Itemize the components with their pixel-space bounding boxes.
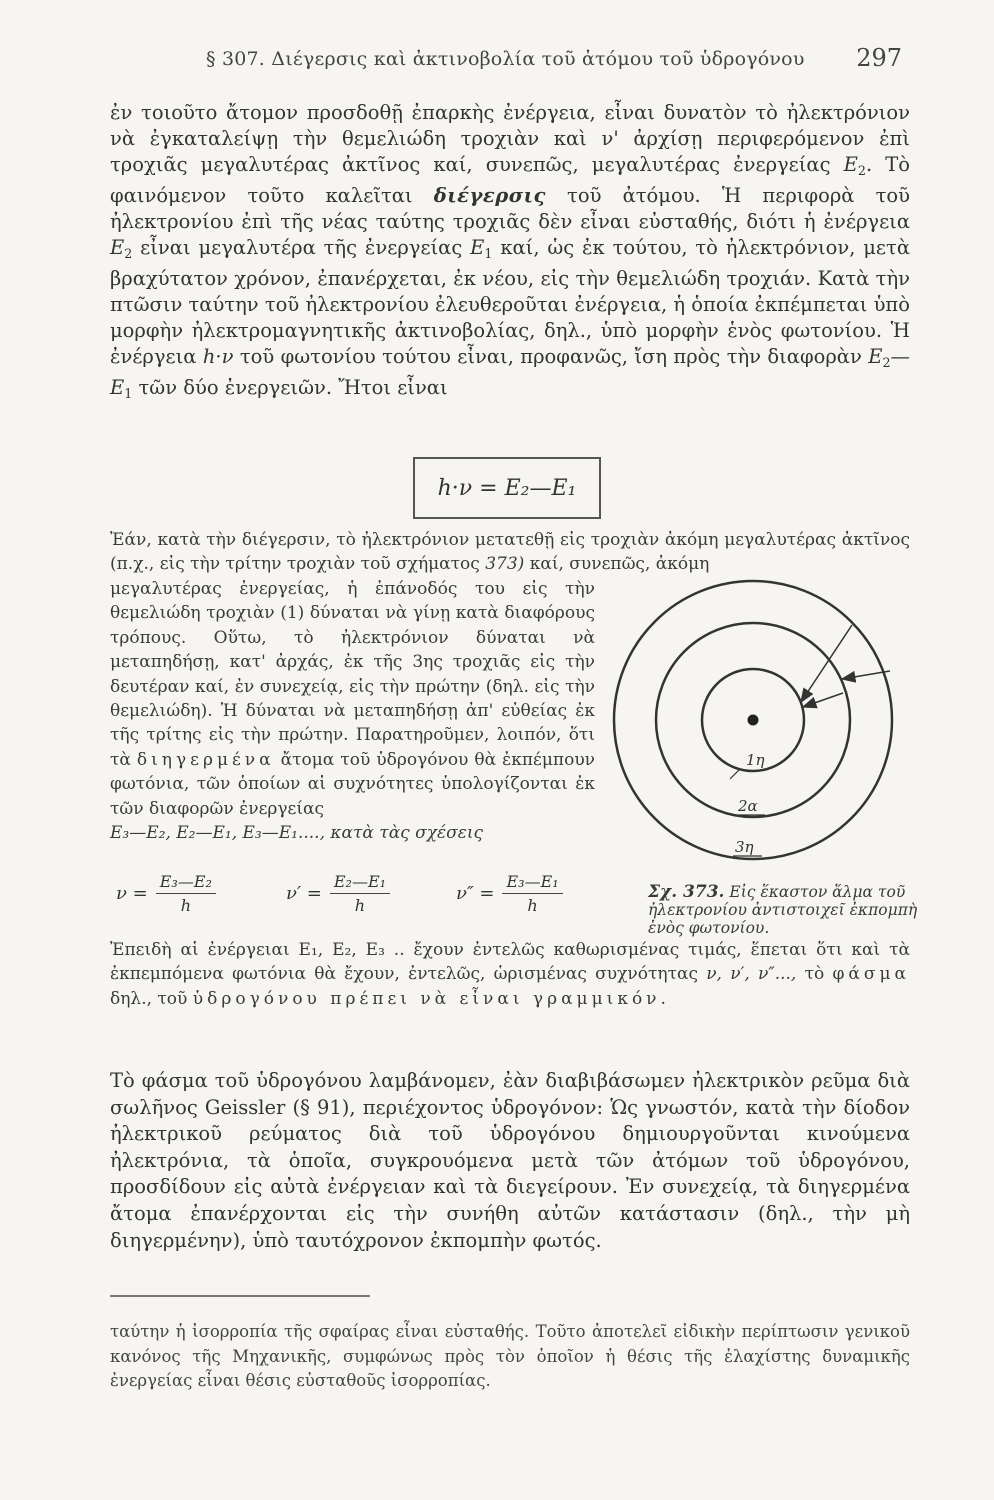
text-run: ἐν τοιοῦτο ἄτομον προσδοθῇ ἐπαρκὴς ἐνέργεια, εἶναι δυνατὸν τὸ ἠλεκτρόνιον νὰ ἐγκαταλείψῃ τὴν θεμελιώδη τροχιὰν καὶ ν' ἀρχίσῃ περιφερόμενον ἐπὶ τροχιᾶς μεγαλυτέρας ἀκτῖνος καί, συνεπῶς, μεγαλυτέρας ἐνεργείας <box>110 101 910 176</box>
term-excitation: διέγερσις <box>433 184 546 208</box>
fraction-nu-double-prime <box>456 872 563 915</box>
jump-2-to-1-arrow <box>803 693 843 707</box>
spaced-spectrum: φάσμα <box>832 964 910 985</box>
fraction-lhs: ν′ = <box>286 883 322 904</box>
caption-text: Εἰς ἕκαστον ἅλμα τοῦ ἠλεκτρονίου ἀντιστοιχεῖ ἐκπομπὴ ἑνὸς φωτονίου. <box>648 883 918 937</box>
fraction-numerator: E₃—E₁ <box>502 872 562 894</box>
page-number: 297 <box>856 44 902 72</box>
spaced-linear: γραμμικόν. <box>532 988 670 1009</box>
text-run: εἶναι μεγαλυτέρα τῆς ἐνεργείας <box>132 235 471 259</box>
text-run: Ἐάν, κατὰ τὴν διέγερσιν, τὸ ἠλεκτρόνιον μετατεθῇ εἰς τροχιὰν ἀκόμη μεγαλυτέρας ἀκτῖνος (π.χ., εἰς τὴν τρίτην τροχιὰν τοῦ σχήματος <box>110 530 910 575</box>
footnote: ταύτην ἡ ἰσορροπία τῆς σφαίρας εἶναι εὐσταθής. Τοῦτο ἀποτελεῖ εἰδικὴν περίπτωσιν γενικοῦ κανόνος τῆς Μηχανικῆς, συμφώνως πρὸς τὸν ὁποῖον ἡ θέσις τῆς ἐλαχίστης δυναμικῆς ἐνεργείας εἶναι θέσις εὐσταθοῦς ἰσορροπίας. <box>110 1322 910 1390</box>
symbol-E: E <box>868 344 883 368</box>
text-run: τοῦ ἀτόμου. Ἡ περιφορὰ τοῦ ἠλεκτρονίου ἐπὶ τῆς νέας ταύτης τροχιᾶς δὲν εἶναι εὐσταθής, διότι ἡ ἐνέργεια <box>110 184 910 233</box>
symbol-E: E <box>470 235 485 259</box>
symbol-E: E <box>843 152 858 176</box>
text-run: μεγαλυτέρας ἐνεργείας, ἡ ἐπάνοδός του εἰς τὴν θεμελιώδη τροχιὰν (1) δύναται νὰ γίνῃ κατὰ διαφόρους τρόπους. Οὕτω, τὸ ἠλεκτρόνιον δύναται νὰ μεταπηδήσῃ, κατ' ἀρχάς, ἐκ τῆς <box>110 579 595 673</box>
footnote-rule <box>110 1295 370 1297</box>
text-run: τῶν δύο ἐνεργειῶν. Ἤτοι εἶναι <box>132 376 448 400</box>
fraction-nu-prime <box>286 872 390 915</box>
boxed-formula: h·ν = E₂—E₁ <box>413 457 601 519</box>
orbit-label-3: 3η <box>735 838 754 856</box>
text-run: ἄτομα τοῦ ὑδρογόνου θὰ ἐκπέμπουν φωτόνια, τῶν ὁποίων αἱ συχνότητες ὑπολογίζονται ἐκ τῶν διαφορῶν ἐνεργείας <box>110 749 595 819</box>
subscript: 1 <box>484 245 493 261</box>
excited-paragraph <box>110 577 595 845</box>
frequency-symbols: ν, ν′, ν″..., <box>706 964 797 985</box>
running-header <box>110 44 902 76</box>
orbit-label-1: 1η <box>746 751 765 769</box>
subscript: 2 <box>124 245 133 261</box>
fraction-denominator: h <box>180 896 191 915</box>
spaced-term: διηγερμένα <box>136 749 275 770</box>
text-run: δηλ., τοῦ <box>110 988 193 1009</box>
section-title: § 307. Διέγερσις καὶ ἀκτινοβολία τοῦ ἀτόμου τοῦ ὑδρογόνου <box>206 48 805 70</box>
text-run: τὸ <box>796 964 833 985</box>
figure-reference: 373) <box>485 554 525 575</box>
fraction-lhs: ν″ = <box>456 883 495 904</box>
caption-number: Σχ. 373. <box>648 882 725 902</box>
subscript: 2 <box>882 354 891 370</box>
fraction-denominator: h <box>354 896 366 915</box>
text-run: Ἐπειδὴ αἱ ἐνέργειαι E₁, E₂, E₃ .. ἔχουν ἐντελῶς καθωρισμένας τιμάς, ἕπεται ὅτι καὶ τὰ ἐκπεμπόμενα φωτόνια θὰ ἔχουν, ἐντελῶς, ὡρισμένας συχνότητας <box>110 940 910 985</box>
symbol-E: E <box>110 376 125 400</box>
orbit-diagram <box>590 565 920 865</box>
spaced-hydrogen: ὑδρογόνου <box>192 988 321 1009</box>
intro-paragraph: ἐν τοιοῦτο ἄτομον προσδοθῇ ἐπαρκὴς ἐνέργεια, εἶναι δυνατὸν τὸ ἠλεκτρόνιον νὰ ἐγκαταλείψῃ τὴν θεμελιώδη τροχιὰν καὶ ν' ἀρχίσῃ περιφερόμενον ἐπὶ τροχιᾶς μεγαλυτέρας ἀκτῖνος καί, συνεπῶς, μεγαλυτέρας ἐνεργείας $E_2$. Τὸ φαινόμενον τοῦτο καλεῖται διέγερσις τοῦ ἀτόμου. Ἡ περιφορὰ τοῦ ἠλεκτρονίου ἐπὶ τῆς νέας ταύτης τροχιᾶς δὲν εἶναι εὐσταθής, διότι ἡ ἐνέργεια $E_2$ εἶναι μεγαλυτέρα τῆς ἐνεργείας $E_1$ καί, ὡς ἐκ τούτου, τὸ ἠλεκτρόνιον, μετὰ βραχύτατον χρόνον, ἐπανέρχεται, ἐκ νέου, εἰς τὴν θεμελιώδη τροχιάν. Κατὰ τὴν πτῶσιν ταύτην τοῦ ἠλεκτρονίου ἐλευθεροῦται ἐνέργεια, ἡ ὁποία ἐκπέμπεται ὑπὸ μορφὴν ἠλεκτρομαγνητικῆς ἀκτινοβολίας, δηλ., ὑπὸ μορφὴν ἑνὸς φωτονίου. Ἡ ἐνέργεια h·ν τοῦ φωτονίου τούτου εἶναι, προφανῶς, ἴση πρὸς τὴν διαφορὰν $E_2—E_1$ τῶν δύο ἐνεργειῶν. Ἤτοι εἶναι <box>110 101 911 402</box>
symbol-h-nu: h·ν <box>202 344 234 368</box>
ordinal-third: 3ης <box>412 652 443 673</box>
nucleus <box>748 715 759 726</box>
spaced-text: πρέπει νὰ εἶναι <box>320 988 533 1009</box>
fraction-numerator: E₃—E₂ <box>156 872 216 894</box>
fraction-denominator: h <box>527 896 538 915</box>
jump-3-to-2-arrow <box>842 671 890 679</box>
fraction-nu <box>116 872 216 915</box>
text-run: καί, ὡς ἐκ τούτου, τὸ ἠλεκτρόνιον, μετὰ βραχύτατον χρόνον, ἐπανέρχεται, ἐκ νέου, εἰς τὴν θεμελιώδη τροχιάν. Κατὰ τὴν πτῶσιν ταύτην τοῦ ἠλεκτρονίου ἐλευθεροῦται ἐνέργεια, ἡ ὁποία ἐκπέμπεται ὑπὸ μορφὴν ἠλεκτρομαγνητικῆς ἀκτινοβολίας, δηλ., ὑπὸ μορφὴν ἑνὸς φωτονίου. Ἡ ἐνέργεια <box>110 235 910 368</box>
orbit-label-2: 2α <box>738 797 758 815</box>
text-run: . Τὸ φαινόμενον τοῦτο καλεῖται <box>110 152 910 208</box>
subscript: 1 <box>124 386 133 402</box>
energy-differences: E₃—E₂, E₂—E₁, E₃—E₁...., κατὰ τὰς σχέσεις <box>110 823 484 844</box>
discrete-frequencies-paragraph <box>110 938 910 1011</box>
frequency-relations <box>116 872 586 928</box>
text-run: καί, συνεπῶς, ἀκόμη <box>524 554 710 575</box>
fraction-lhs: ν = <box>116 883 148 904</box>
subscript: 2 <box>857 162 866 178</box>
text-run: τροχιᾶς εἰς τὴν δευτέραν καί, ἐν συνεχείᾳ, εἰς τὴν πρώτην (δηλ. εἰς τὴν θεμελιώδη). Ἡ δύναται νὰ μεταπηδήσῃ ἀπ' εὐθείας ἐκ τῆς τρίτης εἰς τὴν πρώτην. Παρατηροῦμεν, λοιπόν, ὅτι τὰ <box>110 652 596 770</box>
text-run: τοῦ φωτονίου τούτου εἶναι, προφανῶς, ἴση πρὸς τὴν διαφορὰν <box>233 344 869 368</box>
symbol-E: E <box>110 235 125 259</box>
fraction-numerator: E₂—E₁ <box>330 872 390 894</box>
spectrum-paragraph: Τὸ φάσμα τοῦ ὑδρογόνου λαμβάνομεν, ἐὰν διαβιβάσωμεν ἠλεκτρικὸν ρεῦμα διὰ σωλῆνος Geissler (§ 91), περιέχοντος ὑδρογόνον: Ὡς γνωστόν, κατὰ τὴν δίοδον ἠλεκτρικοῦ ρεύματος διὰ τοῦ ὑδρογόνου δημιουργοῦνται κινούμενα ἠλεκτρόνια, τὰ ὁποῖα, συγκρουόμενα μετὰ τῶν ἀτόμων τοῦ ὑδρογόνου, προσδίδουν εἰς αὐτὰ ἐνέργειαν καὶ τὰ διεγείρουν. Ἐν συνεχείᾳ, τὰ διηγερμένα ἄτομα ἐπανέρχονται εἰς τὴν συνήθη αὐτῶν κατάστασιν (δηλ., τὴν μὴ διηγερμένην), ὑπὸ ταυτόχρονον ἐκπομπὴν φωτός. <box>110 1069 910 1252</box>
figure-caption <box>648 883 918 937</box>
